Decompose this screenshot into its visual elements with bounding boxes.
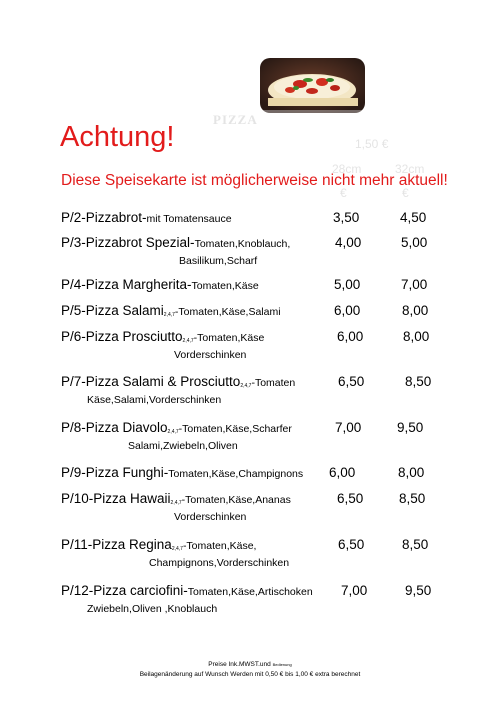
price-large: 4,50 — [400, 210, 427, 225]
ghost-currency-large: € — [402, 186, 409, 200]
item-description: Tomaten,Käse,Artischoken — [187, 586, 313, 598]
footer-surcharge-note: Beilagenänderung auf Wunsch Werden mit 0,50 € bis 1,00 € extra berechnet — [139, 671, 361, 678]
item-description-cont: Käse,Salami,Vorderschinken — [87, 394, 222, 406]
item-description: -Tomaten,Käse,Scharfer — [178, 423, 292, 435]
allergen-codes: 2,4,7 — [182, 338, 194, 344]
footer-line1-small: Bedienung — [272, 662, 292, 667]
item-description-cont: Champignons,Vorderschinken — [149, 557, 290, 569]
menu-item — [61, 374, 461, 406]
footer-line1: Preise Ink.MWST.und — [208, 661, 271, 668]
menu-item — [61, 491, 461, 523]
price-small: 7,00 — [341, 583, 368, 598]
item-name: P/12-Pizza carciofini- — [61, 583, 188, 598]
price-large: 8,50 — [405, 374, 432, 389]
price-small: 6,00 — [337, 329, 364, 344]
price-large: 5,00 — [401, 235, 428, 250]
item-name: P/6-Pizza Prosciutto — [61, 329, 183, 344]
price-large: 9,50 — [397, 420, 424, 435]
item-description: -Tomaten,Käse — [193, 332, 265, 344]
ghost-currency-small: € — [340, 186, 347, 200]
item-name: P/8-Pizza Diavolo — [61, 420, 168, 435]
allergen-codes: 2,4,7 — [240, 383, 252, 389]
item-name: P/5-Pizza Salami — [61, 303, 164, 318]
price-large: 9,50 — [405, 583, 432, 598]
menu-item — [61, 303, 461, 318]
item-description: -Tomaten,Käse,Ananas — [181, 494, 291, 506]
allergen-codes: 2,4,7 — [163, 312, 175, 318]
price-large: 8,00 — [398, 465, 425, 480]
price-small: 6,00 — [334, 303, 361, 318]
price-small: 3,50 — [333, 210, 360, 225]
notice-title: Achtung! — [60, 121, 175, 153]
footer-price-note — [0, 661, 500, 668]
item-name: P/9-Pizza Funghi- — [61, 465, 169, 480]
price-small: 5,00 — [334, 277, 361, 292]
allergen-codes: 2,4,7 — [167, 429, 179, 435]
allergen-codes: 2,4,7 — [171, 546, 183, 552]
ghost-size-small: 28cm — [332, 162, 362, 176]
item-name: P/11-Pizza Regina — [61, 537, 172, 552]
item-name: P/10-Pizza Hawaii — [61, 491, 171, 506]
menu-item — [61, 420, 461, 452]
menu-item — [61, 329, 461, 361]
price-large: 8,50 — [399, 491, 426, 506]
item-description: Tomaten,Käse,Champignons — [168, 468, 304, 480]
notice-text: Diese Speisekarte ist möglicherweise nicht mehr aktuell! — [61, 172, 448, 189]
item-name: P/2-Pizzabrot- — [61, 210, 147, 225]
item-description-cont: Basilikum,Scharf — [179, 255, 258, 267]
ghost-size-large: 32cm — [395, 162, 425, 176]
menu-item — [61, 277, 461, 292]
price-small: 6,50 — [338, 537, 365, 552]
item-description-cont: Vorderschinken — [174, 349, 247, 361]
price-large: 8,50 — [402, 537, 429, 552]
menu-item — [61, 583, 461, 615]
price-small: 6,50 — [337, 491, 364, 506]
price-small: 7,00 — [335, 420, 362, 435]
menu-item — [61, 465, 461, 480]
allergen-codes: 2,4,7 — [170, 500, 182, 506]
item-description-cont: Vorderschinken — [174, 511, 247, 523]
item-description: -Tomaten — [251, 377, 296, 389]
item-name: P/4-Pizza Margherita- — [61, 277, 192, 292]
item-description-cont: Zwiebeln,Oliven ,Knoblauch — [87, 603, 218, 615]
item-description: mit Tomatensauce — [146, 213, 232, 225]
item-description: Tomaten,Käse — [191, 280, 259, 292]
price-large: 7,00 — [401, 277, 428, 292]
menu-item — [61, 210, 461, 225]
pizza-photo — [260, 58, 365, 113]
item-description: -Tomaten,Käse, — [182, 540, 257, 552]
item-description: Tomaten,Knoblauch, — [194, 238, 291, 250]
item-name: P/7-Pizza Salami & Prosciutto — [61, 374, 241, 389]
price-small: 4,00 — [335, 235, 362, 250]
price-small: 6,00 — [329, 465, 356, 480]
ghost-pizza-heading: PIZZA — [213, 112, 258, 127]
price-small: 6,50 — [338, 374, 365, 389]
price-large: 8,00 — [403, 329, 430, 344]
item-description: -Tomaten,Käse,Salami — [174, 306, 281, 318]
menu-item — [61, 235, 461, 267]
price-large: 8,00 — [402, 303, 429, 318]
item-name: P/3-Pizzabrot Spezial- — [61, 235, 195, 250]
menu-item — [61, 537, 461, 569]
item-description-cont: Salami,Zwiebeln,Oliven — [128, 440, 238, 452]
ghost-price: 1,50 € — [355, 137, 389, 151]
